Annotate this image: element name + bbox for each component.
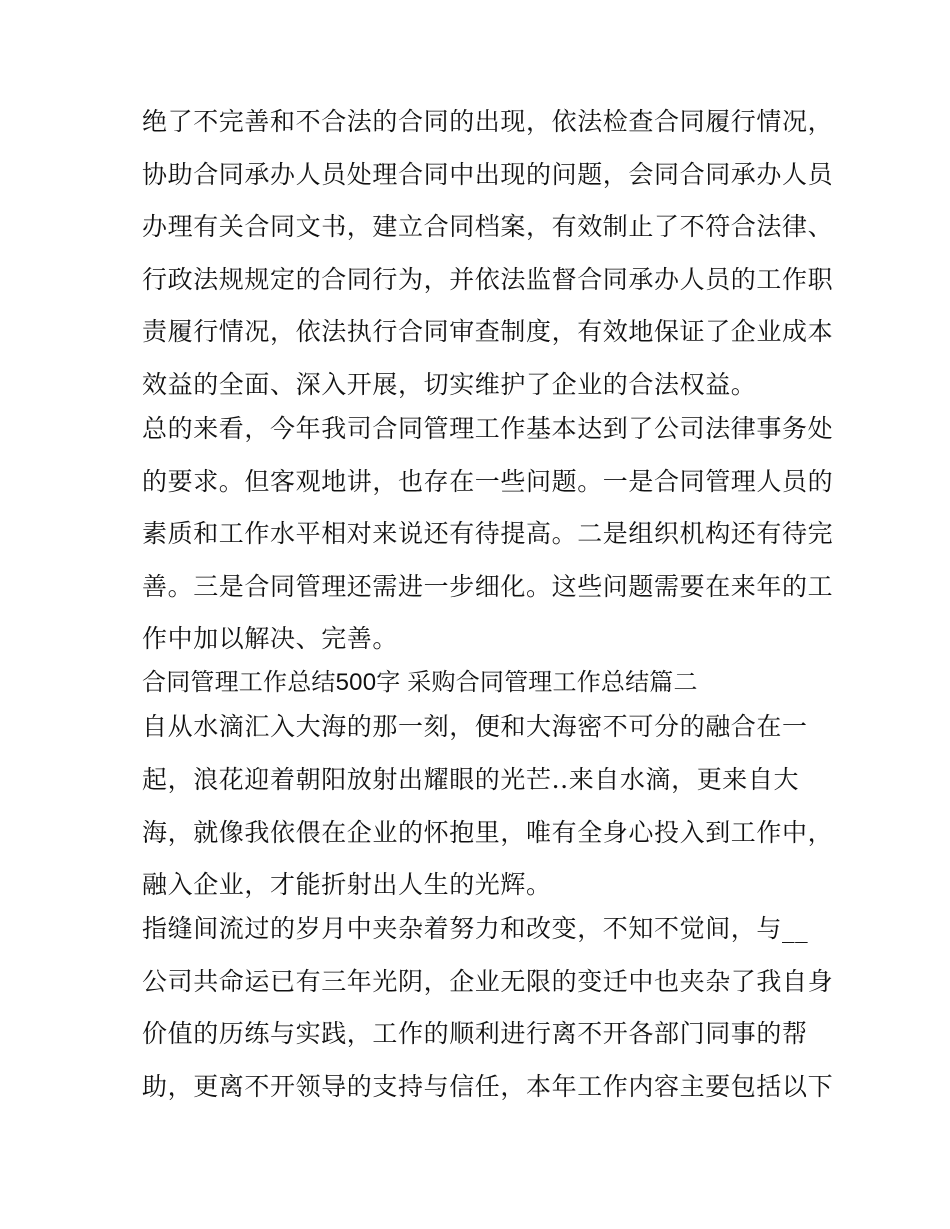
text-line: 的要求。但客观地讲，也存在一些问题。一是合同管理人员的 xyxy=(142,466,834,496)
paragraph-water-drop xyxy=(142,711,834,901)
text-line: 融入企业，才能折射出人生的光辉。 xyxy=(142,870,552,900)
text-line: 自从水滴汇入大海的那一刻，便和大海密不可分的融合在一 xyxy=(142,712,808,742)
paragraph-contract-review xyxy=(142,106,834,401)
text-line: 助，更离不开领导的支持与信任，本年工作内容主要包括以下 xyxy=(142,1071,834,1101)
text-line: 公司共命运已有三年光阴，企业无限的变迁中也夹杂了我自身 xyxy=(142,966,834,996)
text-line: 效益的全面、深入开展，切实维护了企业的合法权益。 xyxy=(142,369,757,399)
text-line: 协助合同承办人员处理合同中出现的问题，会同合同承办人员 xyxy=(142,159,834,189)
text-line: 作中加以解决、完善。 xyxy=(142,624,399,654)
text-line: 海，就像我依偎在企业的怀抱里，唯有全身心投入到工作中， xyxy=(142,817,834,847)
text-line: 价值的历练与实践，工作的顺利进行离不开各部门同事的帮 xyxy=(142,1019,808,1049)
text-line: 起，浪花迎着朝阳放射出耀眼的光芒..来自水滴，更来自大 xyxy=(142,764,800,794)
text-line: 办理有关合同文书，建立合同档案，有效制止了不符合法律、 xyxy=(142,212,834,242)
paragraph-summary xyxy=(142,413,834,655)
text-line: 行政法规规定的合同行为，并依法监督合同承办人员的工作职 xyxy=(142,264,834,294)
text-line: 总的来看，今年我司合同管理工作基本达到了公司法律事务处 xyxy=(142,413,834,443)
paragraph-three-years xyxy=(142,913,834,1103)
text-line: 指缝间流过的岁月中夹杂着努力和改变，不知不觉间，与__ xyxy=(142,914,809,944)
text-line: 责履行情况，依法执行合同审查制度，有效地保证了企业成本 xyxy=(142,317,834,347)
text-line: 素质和工作水平相对来说还有待提高。二是组织机构还有待完 xyxy=(142,519,834,549)
document-page xyxy=(142,106,834,1124)
text-line: 绝了不完善和不合法的合同的出现，依法检查合同履行情况， xyxy=(142,107,834,136)
text-line: 善。三是合同管理还需进一步细化。这些问题需要在来年的工 xyxy=(142,571,834,601)
section-heading: 合同管理工作总结500字 采购合同管理工作总结篇二 xyxy=(142,669,698,697)
